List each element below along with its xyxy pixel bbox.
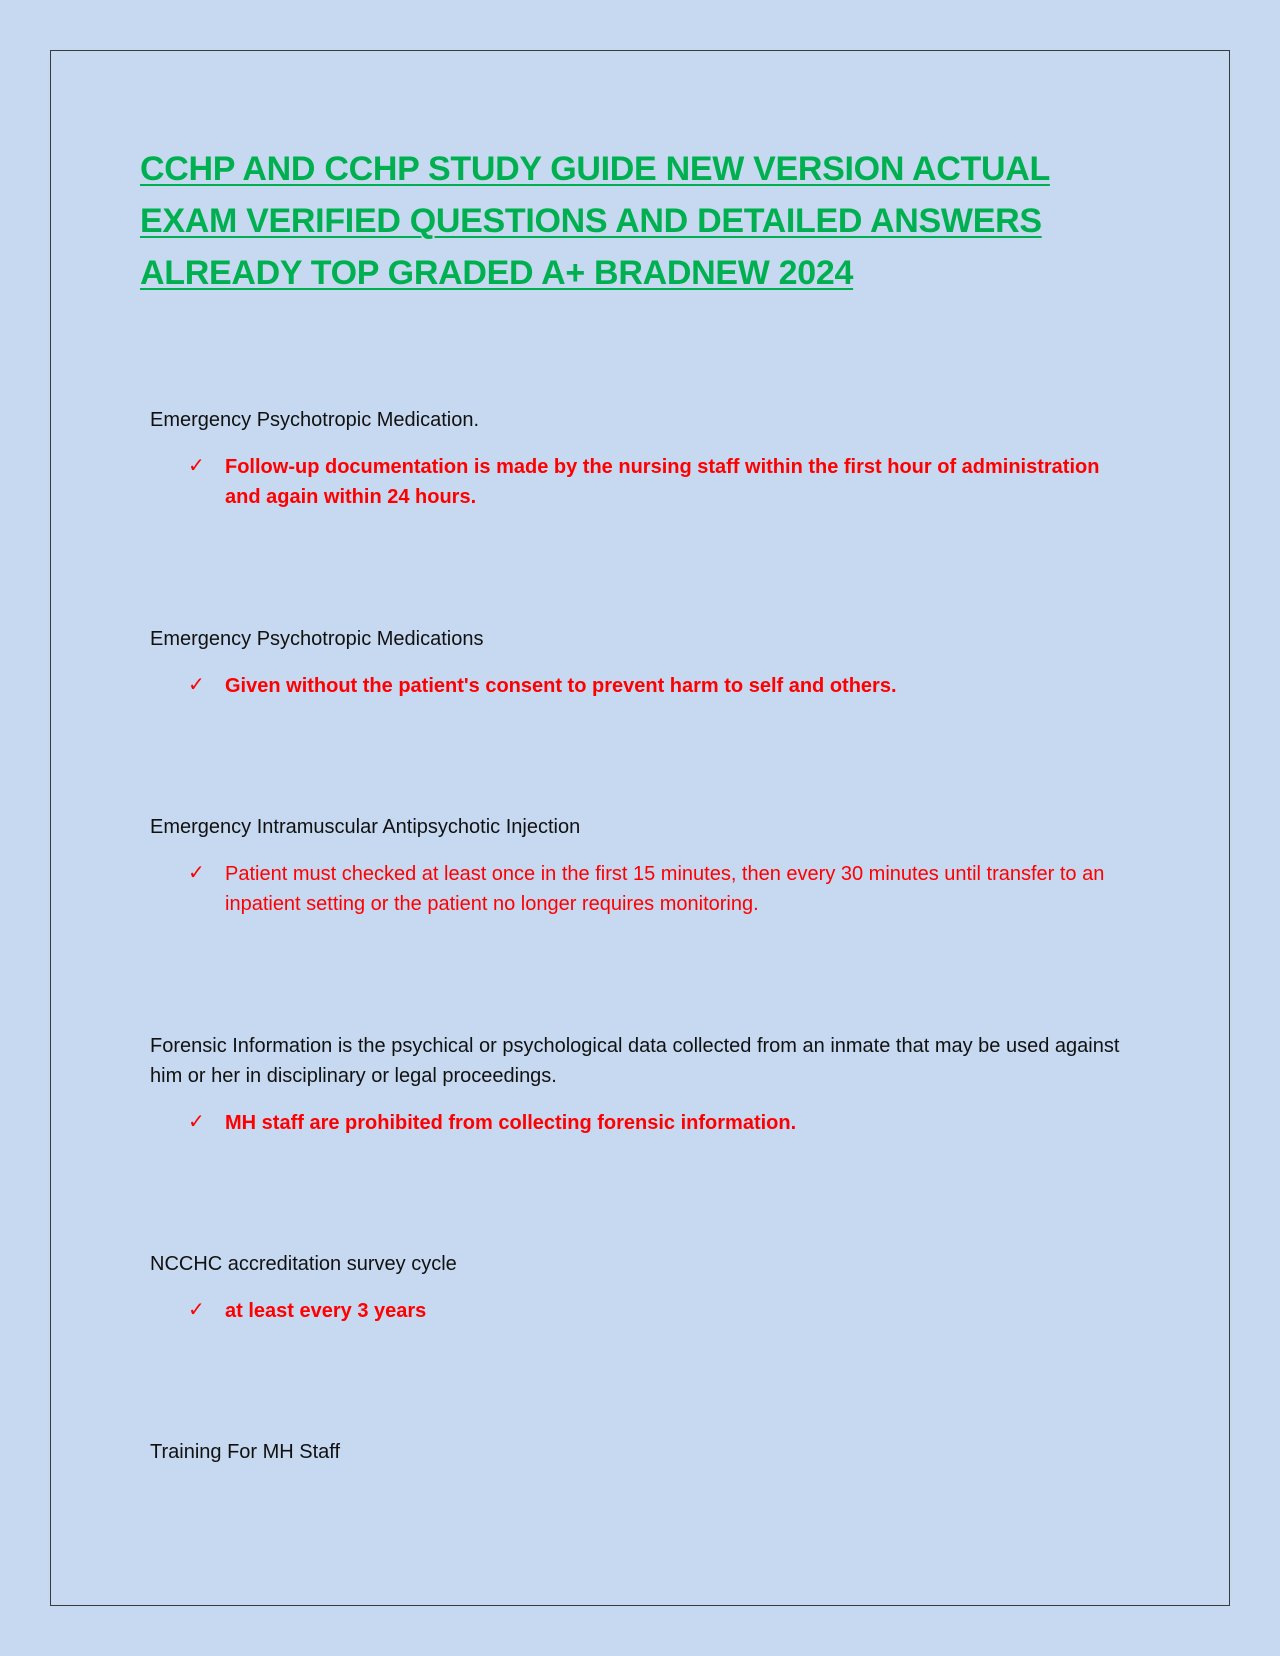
question-text: NCCHC accreditation survey cycle [150,1253,457,1275]
answer-text: Follow-up documentation is made by the nursing staff within the first hour of administration and again within 24 hours. [225,456,1100,508]
answer-text: MH staff are prohibited from collecting forensic information. [225,1112,797,1134]
checkmark-icon: ✓ [188,1109,205,1133]
answer-text: Patient must checked at least once in the first 15 minutes, then every 30 minutes until transfer to an inpatient setting or the patient no longer requires monitoring. [225,863,1105,915]
answer-text: Given without the patient's consent to prevent harm to self and others. [225,675,897,697]
checkmark-icon: ✓ [188,453,205,477]
checkmark-icon: ✓ [188,860,205,884]
question-text: Emergency Intramuscular Antipsychotic Injection [150,816,581,838]
answer-text: at least every 3 years [225,1300,427,1322]
document-title: CCHP AND CCHP STUDY GUIDE NEW VERSION ACTUAL EXAM VERIFIED QUESTIONS AND DETAILED ANSWERS ALREADY TOP GRADED A+ BRADNEW 2024 [140,150,1050,292]
question-text: Training For MH Staff [150,1441,341,1463]
checkmark-icon: ✓ [188,672,205,696]
question-text: Forensic Information is the psychical or psychological data collected from an inmate that may be used against him or her in disciplinary or legal proceedings. [150,1035,1120,1087]
checkmark-icon: ✓ [188,1297,205,1321]
question-text: Emergency Psychotropic Medications [150,628,484,650]
question-text: Emergency Psychotropic Medication. [150,409,480,431]
